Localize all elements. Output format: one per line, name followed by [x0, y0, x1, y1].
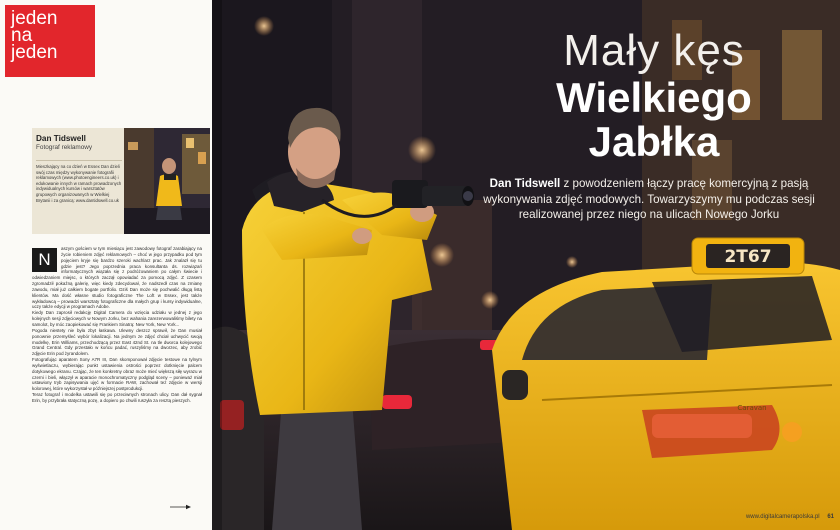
page-number: 61	[827, 514, 834, 520]
section-tag	[5, 5, 95, 77]
section-tag-line3: jeden	[11, 42, 58, 63]
article-paragraph-4: Fotografując aparatem Sony A7R III, Dan skomponował zdjęcie testowe na tylnym wyświetlaczu, wybierając punkt ustawienia ostrości poprzez dotknięcie palcem dotykowego ekranu. Cząjąc, że ten konkretny obraz może mieć większą siłę wyrazu w czerni i bieli, włączył w aparacie monochromatyczny podgląd sceny – ponieważ miał ustawiony tryb zapisywania ujęć w formacie RAW, zachował też zdjęcie w wersji kolorowej, które wykorzystał w późniejszej postprodukcji.	[32, 357, 202, 392]
standfirst	[474, 176, 824, 223]
section-tag-line1: jeden	[11, 8, 58, 29]
headline-line1: Mały kęs	[563, 26, 745, 75]
section-tag-line2: na	[11, 25, 33, 46]
profile-name: Dan Tidswell	[36, 134, 86, 143]
profile-photo-illustration	[124, 128, 210, 234]
article-body	[32, 246, 202, 514]
article-paragraph-5: Teraz fotograf i modelka ustawili się po przeciwnych stronach ulicy. Dan dał sygnał Erin, by przybrała statyczną pozę, a dopiero po chwili ruszyła za resztą pieszych.	[32, 392, 202, 403]
profile-text	[36, 134, 122, 203]
continue-arrow-icon	[170, 504, 192, 510]
profile-bio: Mieszkający na co dzień w Essex Dan dzieli swój czas między wykonywanie fotografii reklamowych (www.photoengineers.co.uk) i edukowanie innych w ramach prowadzonych indywidualnych kursów i warsztatów grupowych organizowanych w Wielkiej Brytanii i za granicą: www.dantidswell.co.uk	[36, 160, 122, 203]
page-url[interactable]: www.digitalcamerapolska.pl	[745, 514, 820, 520]
standfirst-name: Dan Tidswell	[489, 177, 561, 190]
headline-line2: Wielkiego	[556, 74, 752, 121]
left-page	[0, 0, 212, 530]
article-paragraph-2: Kiedy Dan zaprosił redakcję Digital Camera do wzięcia udziału w jednej z jego kolejnych sesji zdjęciowych w Nowym Jorku, bez wahania zarezerwowaliśmy bilety na samolot, by móc zaopiekować się Frankiem Sinatrą: New York, New York...	[32, 310, 202, 327]
profile-box	[32, 128, 210, 234]
headline-line3: Jabłka	[588, 118, 720, 165]
taxi-decal: Caravan	[737, 404, 767, 412]
page-footer	[724, 514, 834, 520]
photo-page	[212, 0, 840, 530]
standfirst-text: z powodzeniem łączy pracę komercyjną z pasją wykonywania zdjęć modowych. Towarzyszymy mu podczas sesji realizowanej przez niego na ulicach Nowego Jorku	[483, 177, 815, 221]
profile-photo	[124, 128, 210, 234]
taxi-sign-number: 2T67	[724, 247, 772, 267]
profile-role: Fotograf reklamowy	[36, 144, 93, 151]
article-paragraph-1: aszym gościem w tym miesiącu jest zawodowy fotograf zarabiający na życie robieniem zdjęć reklamowych – choć w jego przypadku pod tym pojęciem kryje się bardzo szeroki wachlarz prac. Jak znalazł się tu gdzie jest? Jego poprzednia praca konsultanta ds. rozwiązań informatycznych wiązała się z podróżowaniem po całym świecie i odwiedzaniem miejsc, o których zaczął opowiadać za pomocą zdjęć. Z czasem zgromadził pokaźną galerię, więc kiedy zdecydował, że nadszedł czas na zmianę zawodu, miał już całkiem bogate portfolio. Dziś Dan może się pochwalić długą listą klientów. Ma dość własne studio fotograficzne The Loft w Essex, jest także wykładowcą – prowadzi warsztaty fotograficzne dla małych grup i kursy indywidualne, uczy także edycji w programach Adobe.	[32, 246, 202, 310]
article-paragraph-3: Pogoda niestety nie była zbyt łaskawa. Ulewny deszcz sprawił, że Dan musiał ponownie przemyśleć wybór lokalizacji. Na jednym ze zdjęć chciał uchwycić swoją modelkę, Erin Williams, przechodzącą przez East 42nd St. na tle dworca kolejowego Grand Central. Gdy przestało w końcu padać, ruszyliśmy na dworzec, aby zrobić zdjęcie Erin pod żyrandolem.	[32, 327, 202, 357]
headline	[504, 28, 804, 164]
drop-cap: N	[32, 248, 57, 272]
